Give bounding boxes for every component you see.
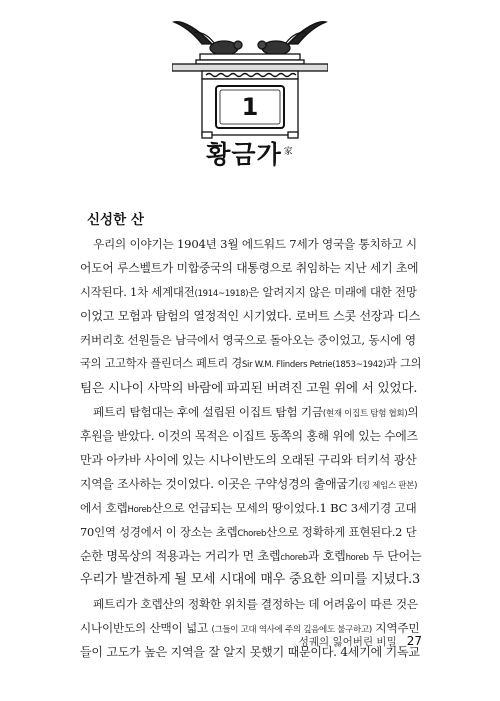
- text-line: 우리의 이야기는 1904년 3월 에드워드 7세가 영국을 통치하고 시: [93, 237, 417, 251]
- text-line: 순한 명목상의 적용과는 거리가 먼 초렙choreb과 호렙horeb 두 단어는: [80, 549, 422, 563]
- text-line: 들이 고도가 높은 지역을 잘 알지 못했기 때문이다. 4세기에 기독교: [80, 645, 420, 659]
- running-book-title: 성궤의 잃어버린 비밀: [298, 636, 397, 648]
- text-line: 후원을 받았다. 이것의 목적은 이집트 동쪽의 홍해 위에 있는 수에즈: [80, 429, 418, 443]
- text-line: 지역을 조사하는 것이었다. 이곳은 구약성경의 출애굽기(킹 제임스 판본): [80, 477, 418, 491]
- page-number: 27: [406, 634, 422, 648]
- chapter-title-hanja: 家: [283, 146, 294, 157]
- text-line: 시작된다. 1차 세계대전(1914~1918)은 알려지지 않은 미래에 대한 전망: [80, 285, 417, 299]
- text-line: 팀은 시나이 사막의 바람에 파괴된 버려진 고원 위에 서 있었다.: [80, 380, 418, 395]
- text-line: 70인역 성경에서 이 장소는 초렙Choreb산으로 정확하게 표현된다.2 단: [80, 525, 417, 539]
- chapter-number: 1: [241, 93, 259, 121]
- text-line: 에서 호렙Horeb산으로 언급되는 모세의 땅이었다.1 BC 3세기경 고대: [80, 501, 417, 515]
- chapter-title: [0, 135, 500, 171]
- text-line: 어도어 루스벨트가 미합중국의 대통령으로 취임하는 지난 세기 초에: [80, 261, 419, 275]
- section-title: 신성한 산: [87, 212, 144, 228]
- chapter-title-text: 황금가: [206, 140, 282, 169]
- ark-of-covenant-illustration: [172, 14, 328, 140]
- text-line: 페트리 탐험대는 후에 설립된 이집트 탐험 기금(현재 이집트 탐험 협회)의: [93, 405, 419, 419]
- text-line: 커버리호 선원들은 남극에서 영국으로 돌아오는 중이었고, 동시에 영: [80, 333, 416, 347]
- text-line: 이었고 모험과 탐험의 열정적인 시기였다. 로버트 스콧 선장과 디스: [80, 309, 421, 323]
- text-line: 시나이반도의 산맥이 넓고 (그들이 고대 역사에 주의 깊음에도 불구하고) 지역주민: [80, 621, 420, 635]
- body-text: [80, 232, 420, 664]
- text-line: 우리가 발견하게 될 모세 시대에 매우 중요한 의미를 지녔다.3: [80, 572, 421, 587]
- page-footer: [299, 634, 422, 649]
- text-line: 페트리가 호렙산의 정확한 위치를 결정하는 데 어려움이 따른 것은: [93, 597, 418, 611]
- text-line: 국의 고고학자 플린더스 페트리 경Sir W.M. Flinders Petrie(1853~1942)과 그의: [80, 357, 422, 370]
- text-line: 만과 아카바 사이에 있는 시나이반도의 오래된 구리와 터키석 광산: [80, 453, 417, 467]
